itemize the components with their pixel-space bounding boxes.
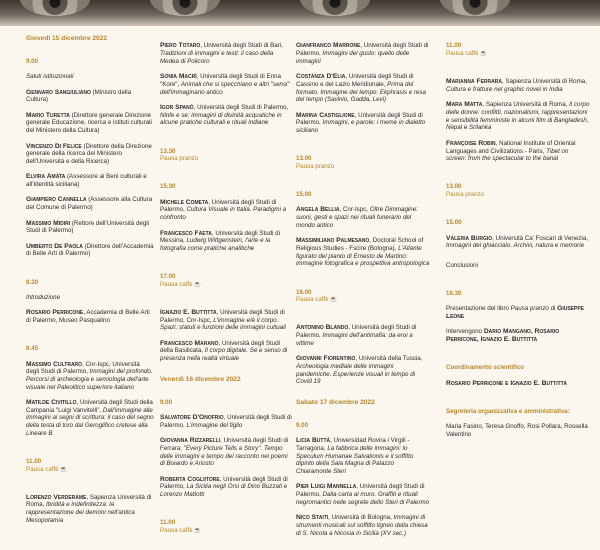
coffee-icon: ☕ [329, 296, 338, 304]
program-column-2 [160, 27, 292, 534]
speaker-role: , Università della Tuscia, [355, 355, 423, 363]
speaker-name: Massimiliano Palmesano [296, 237, 370, 245]
speaker-role: , Doctoral School of Religious Studies - Fscire (Bologna), [296, 237, 424, 252]
session [26, 486, 154, 525]
speaker-name: Antonino Blando [296, 324, 349, 332]
talk-title: Immagini del profondo. Percorsi di archeologia e semiologia dell'arte visuale nel Paleolitico superiore italiano [26, 368, 153, 391]
speaker-name: Gianfranco Marrone [296, 42, 361, 50]
session [160, 176, 292, 253]
talk-title: La Sicilia negli Orsi di Dino Buzzati e Lorenzo Mattotti [160, 483, 288, 499]
session-time: 13.30 [160, 147, 176, 155]
talk-title: Immagini del gusto: quello delle immagini [296, 50, 410, 65]
lunch-break [446, 176, 590, 199]
presentation-text: di [548, 305, 558, 313]
speaker-name: Lorenzo Verderame [26, 493, 87, 501]
talk-title: Archeologia mediale delle immagini pandemiche. Esperienze visuali in tempo di Covid 19 [296, 362, 416, 386]
speaker-name: Nico Staiti [296, 514, 329, 522]
session [26, 337, 154, 437]
session-title: Introduzione [26, 293, 61, 301]
talk-title: L'immagine e/è il corpo. Spazi, statuti e funzioni delle immagini cultuali [160, 316, 286, 332]
speaker-role: , Università degli Studi di Palermo, [296, 483, 425, 499]
session-time: 11.00 [26, 457, 42, 465]
speaker-role: (Assessore alla Cultura del Comune di Palermo) [26, 196, 153, 212]
speaker-role: (Ministro della Cultura) [26, 88, 132, 104]
speaker-name: Massimo Midiri [26, 219, 71, 227]
book-title: Pausa pranzo [510, 305, 549, 313]
session [296, 414, 430, 537]
talk-title: Immagini del ghiacciaio. Archivi, natura e memorie [446, 242, 585, 250]
session-time: 17.00 [160, 273, 176, 281]
break-label: Pausa caffè [296, 296, 329, 304]
speaker-name: Mario Turetta [26, 111, 70, 119]
speaker-name: Giovanni Fiorentino [296, 355, 356, 363]
speaker-role: , Università degli Studi di Palermo, [296, 42, 429, 58]
speaker-role: (Direttore della Direzione generale della ricerca del Ministero dell'Università e della Ricerca) [26, 142, 152, 165]
speaker-name: Costanza D'Elia [296, 73, 346, 81]
speaker-role: , Cnr-Ispc, [339, 206, 370, 214]
coffee-icon: ☕ [193, 280, 202, 288]
secretariat-names: Maria Fasino, Teresa Gnoffo, Rosi Pollara, Rossella Valentino [446, 423, 588, 438]
speaker-role: , Università degli Studi di Bari, [200, 42, 283, 50]
session-time: 16.30 [446, 289, 462, 297]
session-time: 13.00 [446, 183, 462, 191]
session-time: 9.45 [26, 345, 39, 353]
header-image [0, 0, 600, 26]
speaker-role: , Università degli Studi di Palermo, [193, 104, 289, 112]
speaker-name: Marina Castiglione [296, 111, 355, 119]
session-time: 16.00 [296, 288, 312, 296]
speaker-name: Françoise Robin [446, 139, 496, 147]
speaker-role: , Universidad Rovira i Virgili - Tarragona, [296, 437, 410, 452]
speaker-role: , Università degli Studi di Palermo, Cnr-Ispc, [160, 308, 285, 324]
speaker-role: , Università di Bologna, [328, 514, 394, 522]
speaker-name: Francesco Marano [160, 339, 219, 347]
session-title: Saluti istituzionali [26, 73, 74, 81]
session [26, 50, 154, 258]
session [160, 301, 292, 363]
speaker-role: , Università degli Studi della Basilicata, [160, 339, 281, 355]
speaker-role: , Cnr-Ispc, Università degli Studi di Palermo, [26, 360, 140, 376]
talk-title: Dalla carta al muro. Graffiti e rituali negromantici nelle segrete dello Steri di Palermo [296, 491, 430, 506]
speaker-role: , Sapienza Università di Roma, [501, 78, 587, 86]
speaker-role: , Accademia di Belle Arti di Palermo, Museo Pasqualino [26, 309, 150, 325]
coffee-icon: ☕ [193, 526, 202, 534]
session [160, 391, 292, 499]
session-time: 11.00 [446, 42, 462, 50]
program-column-1 [26, 27, 154, 524]
talk-title: Tibet on screen: from the spectacular to the banal [446, 147, 569, 163]
scientific-coordination [446, 356, 590, 387]
talk-title: Immagini di strumenti musicali sul soffitto ligneo della chiesa di S. Nicola a Nicosia in Sicilia (XV sec.) [296, 514, 428, 537]
day-heading: Giovedì 15 dicembre 2022 [26, 34, 107, 42]
session [296, 35, 430, 135]
speaker-role: , Università degli Studi di Ferrara, [160, 437, 289, 452]
talk-title: Prima del formato. Immagine del tempo: Ekphrasis e resa del tempo (Savinio, Gadda, Levi) [296, 80, 426, 104]
session [160, 35, 292, 127]
speaker-name: Dario Mangano, Rosario Perricone, Ignazio E. Buttitta [446, 328, 560, 344]
speaker-role: , Sapienza Università di Roma, [26, 493, 152, 509]
speaker-role: , Università degli Studi di Enna "Kore", [160, 73, 281, 88]
speaker-role: , Università degli Studi di Palermo, [160, 414, 292, 429]
speaker-name: Massimo Cultraro [26, 360, 83, 368]
speaker-name: Matilde Civitillo [26, 399, 77, 407]
lunch-break [296, 148, 430, 171]
speaker-name: Piero Totaro [160, 42, 201, 50]
speaker-name: Ignazio E. Buttitta [160, 308, 217, 316]
book-presentation [446, 282, 590, 344]
session [446, 71, 590, 163]
speaker-name: Mara Matta [446, 101, 483, 109]
talk-title: L'Allante figurato del pianto di Ernesto de Martino: immagine fotografica e prospettiva antropologica [296, 244, 430, 268]
presentation-text: Intervengono [446, 328, 484, 336]
talk-title: Cultura e fratture nel graphic novel in India [446, 85, 563, 93]
break-label: Pausa caffè [446, 50, 479, 58]
speaker-role: , Università degli Studi di Palermo, [296, 111, 423, 127]
session [26, 271, 154, 325]
talk-title: "Every Picture Tells a Story". Tempo delle immagini e tempo del racconto nei poemi di Boiardo e Ariosto [160, 444, 288, 468]
coffee-break [296, 281, 430, 304]
session [296, 183, 430, 268]
program-column-3 [296, 27, 430, 537]
speaker-name: Sonia Macrì [160, 73, 197, 81]
coffee-break [26, 450, 154, 473]
break-label: Pausa caffè [26, 465, 59, 473]
speaker-name: Michele Cometa [160, 198, 209, 206]
coffee-break [160, 511, 292, 534]
coffee-icon: ☕ [59, 465, 68, 473]
day-heading: Venerdì 16 dicembre 2022 [160, 375, 241, 383]
speaker-name: Marianna Ferrara [446, 78, 502, 86]
speaker-role: , National Institute of Oriental Languages and Civilizations - Paris, [446, 139, 576, 155]
speaker-name: Licia Buttà [296, 437, 331, 445]
break-label: Pausa pranzo [296, 162, 335, 170]
session-time: 15.30 [160, 183, 176, 191]
eye-illustration [20, 0, 90, 16]
speaker-role: (Assessore ai Beni culturali e all'Identità siciliana) [26, 173, 147, 189]
break-label: Pausa caffè [160, 280, 193, 288]
talk-title: Ludwig Wittgenstein, l'arte e la fotografia come pratiche analitiche [160, 237, 271, 252]
speaker-name: Roberta Cogliitore [160, 475, 220, 483]
speaker-role: , Università degli Studi di Palermo, [160, 475, 288, 491]
session-time: 9.00 [296, 421, 309, 429]
day-heading: Sabato 17 dicembre 2022 [296, 398, 375, 406]
talk-title: Cultura Visuale in Italia. Paradigmi a confronto [160, 206, 287, 222]
talk-title: Immagini, e parole: i meme in dialetto siciliano [296, 119, 426, 135]
speaker-name: Gennaro Sangiuliano [26, 88, 91, 96]
talk-title: Il corpo delle donne: conflitti, nazionalismi, rappresentazioni e sensibilità femministe in alcuni film di Bangladesh, Nepal e Srilanka [446, 101, 590, 132]
speaker-role: , Università Ca' Foscari di Venezia, [492, 234, 588, 242]
session-time: 9.00 [26, 57, 39, 65]
break-label: Pausa caffè [160, 526, 193, 534]
coffee-break [160, 265, 292, 288]
lunch-break [160, 140, 292, 163]
speaker-name: Pier Luigi Mannella [296, 483, 357, 491]
section-title: Segreteria organizzativa e amministrativa: [446, 407, 570, 415]
talk-title: La fabbrica delle immagini: lo Speculum Humanae Salvationis e il soffitto dipinto della Sala Magna di Palazzo Chiaramonte Steri [296, 444, 414, 475]
speaker-name: Salvatore D'Onofrio [160, 414, 224, 422]
speaker-role: , Università degli Studi di Palermo, [160, 198, 277, 214]
coffee-icon: ☕ [479, 50, 488, 58]
break-label: Pausa pranzo [446, 191, 485, 199]
talk-title: Tradizioni di immagini e testi: il caso della Medea di Policoro [160, 50, 274, 65]
speaker-role: (Direttore generale Direzione generale Educazione, ricerca e istituti culturali del Ministero della Cultura) [26, 111, 152, 135]
speaker-name: Francesco Faeta [160, 229, 212, 237]
break-label: Pausa pranzo [160, 155, 199, 163]
speaker-name: Vincenzo Di Felice [26, 142, 82, 150]
section-title: Coordinamento scientifico [446, 364, 525, 372]
speaker-name: Giuseppe Leone [446, 305, 585, 320]
organizing-secretariat [446, 400, 590, 439]
talk-title: Animali che si specchiano e altri "sensi" dell'immaginario antico [160, 80, 290, 96]
talk-title: L'immagine del figlio [186, 421, 243, 429]
session-time: 13.00 [296, 155, 312, 163]
speaker-name: Rosario Perricone [26, 309, 84, 317]
session-time: 15.00 [296, 191, 312, 199]
talk-title: Il corpo digitale. Sé e senso di presenza nella realtà virtuale [160, 347, 288, 363]
talk-title: Ninfe e se: immagini di divinità acquatiche in alcune pratiche culturali e rituali indiane [160, 111, 282, 127]
eye-illustration [440, 0, 510, 16]
talk-title: Immagini dell'antimafia: da eroi a vittime [296, 332, 413, 347]
talk-title: Oltre Dimmagine: suoni, gesti e spazi nei rituali funerario del mondo antico [296, 206, 418, 229]
talk-title: Ibridità e indefinitezza: la rappresentazione dei demoni nell'antica Mesopotamia [26, 501, 135, 524]
speaker-role: , Università degli Studi di Cassino e del Lazio Meridionale, [296, 73, 414, 88]
speaker-role: , Università degli Studi di Palermo, [296, 324, 417, 340]
speaker-role: (Direttore dell'Accademia di Belle Arti di Palermo) [26, 242, 154, 258]
conclusions-label: Conclusioni [446, 261, 478, 269]
session-time: 15.00 [446, 219, 462, 227]
coordinator-names: Rosario Perricone e Ignazio E. Buttitta [446, 379, 567, 387]
session [446, 211, 590, 269]
speaker-role: , Sapienza Università di Roma, [482, 101, 570, 109]
session-time: 9.30 [26, 278, 39, 286]
eye-illustration [150, 0, 220, 16]
session [296, 317, 430, 386]
speaker-name: Giovanna Rizzarelli [160, 437, 221, 445]
speaker-name: Giampiero Cannella [26, 196, 87, 204]
session-time: 9.00 [160, 398, 173, 406]
speaker-role: (Rettore dell'Università degli Studi di Palermo) [26, 219, 150, 235]
eye-illustration [300, 0, 370, 16]
speaker-name: Angela Bellia [296, 206, 340, 214]
speaker-name: Igor Spanò [160, 104, 194, 112]
speaker-role: , Università degli Studi della Campania "Luigi Vanvitelli", [26, 399, 153, 414]
speaker-name: Umberto De Paola [26, 242, 83, 250]
speaker-role: , Università degli Studi di Messina, [160, 229, 280, 245]
program-column-4 [446, 27, 590, 438]
presentation-text: Presentazione del libro [446, 305, 511, 313]
speaker-name: Elvira Amata [26, 173, 66, 181]
session-time: 11.00 [160, 519, 176, 527]
coffee-break [446, 35, 590, 58]
talk-title: Dall'immagine alle immagini ai segni di scrittura: il caso del segno della testa di toro dal Geroglifico cretese alla Lineare B [26, 406, 154, 437]
speaker-name: Valeria Burgio [446, 234, 493, 242]
